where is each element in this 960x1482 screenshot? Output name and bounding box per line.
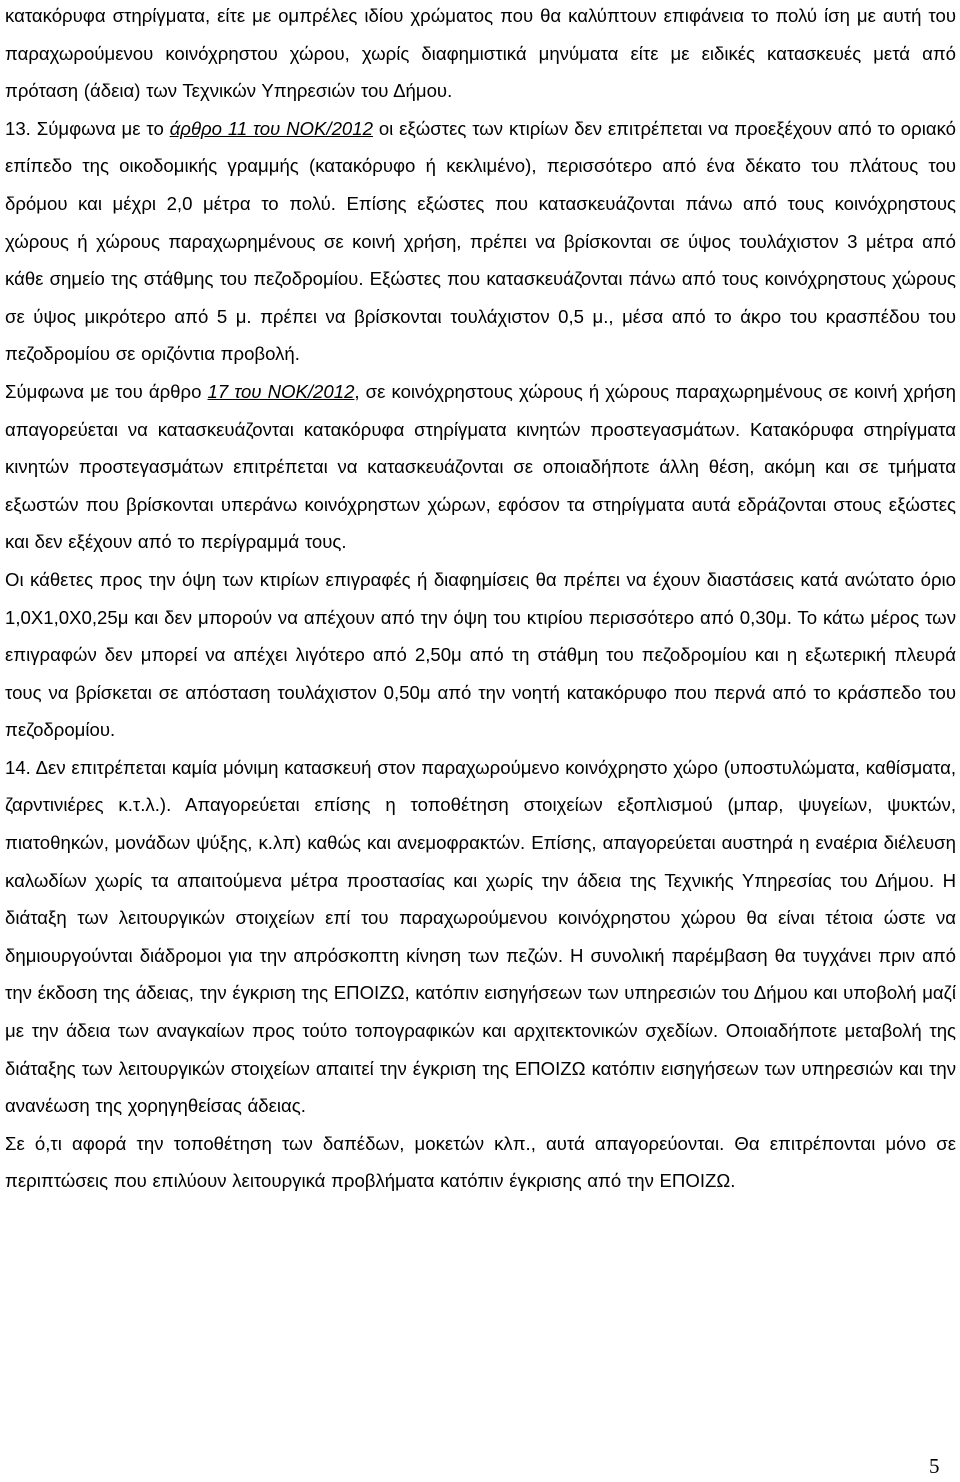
paragraph-text: κατακόρυφα στηρίγματα, είτε με ομπρέλες ιδίου χρώματος που θα καλύπτουν επιφάνεια το πολύ ίση με αυτή του παραχωρούμενου κοινόχρηστου χώρου, χωρίς διαφημιστικά μηνύματα είτε με ειδικές κατασκευές μετά από πρόταση (άδεια) των Τεχνικών Υπηρεσιών του Δήμου. <box>5 5 956 102</box>
document-body <box>5 0 956 1200</box>
paragraph-text: Σε ό,τι αφορά την τοποθέτηση των δαπέδων, μοκετών κλπ., αυτά απαγορεύονται. Θα επιτρέπονται μόνο σε περιπτώσεις που επιλύουν λειτουργικά προβλήματα κατόπιν έγκρισης από την ΕΠΟΙΖΩ. <box>5 1132 956 1192</box>
paragraph-text: 13. Σύμφωνα με το <box>5 117 170 139</box>
paragraph-text: Οι κάθετες προς την όψη των κτιρίων επιγραφές ή διαφημίσεις θα πρέπει να έχουν διαστάσεις κατά ανώτατο όριο 1,0Χ1,0Χ0,25μ και δεν μπορούν να απέχουν από την όψη του κτιρίου περισσότερο από 0,30μ. Το κάτω μέρος των επιγραφών δεν μπορεί να απέχει λιγότερο από 2,50μ από τη στάθμη του πεζοδρομίου και η εξωτερική πλευρά τους να βρίσκεται σε απόσταση τουλάχιστον 0,50μ από την νοητή κατακόρυφο που περνά από το κράσπεδο του πεζοδρομίου. <box>5 568 956 741</box>
law-reference-article-11: άρθρο 11 του ΝΟΚ/2012 <box>169 117 373 139</box>
paragraph-floorings <box>5 1125 956 1200</box>
paragraph-item-14 <box>5 749 956 1125</box>
page-number: 5 <box>929 1454 940 1478</box>
paragraph-text: Σύμφωνα με του άρθρο <box>5 380 208 402</box>
paragraph-article-17 <box>5 373 956 561</box>
law-reference-article-17: 17 του ΝΟΚ/2012 <box>207 380 355 402</box>
paragraph-continuation <box>5 0 956 110</box>
paragraph-signage <box>5 561 956 749</box>
paragraph-text: 14. Δεν επιτρέπεται καμία μόνιμη κατασκευή στον παραχωρούμενο κοινόχρηστο χώρο (υποστυλώματα, καθίσματα, ζαρντινιέρες κ.τ.λ.). Απαγορεύεται επίσης η τοποθέτηση στοιχείων εξοπλισμού (μπαρ, ψυγείων, ψυκτών, πιατοθηκών, μονάδων ψύξης, κ.λπ) καθώς και ανεμοφρακτών. Επίσης, απαγορεύεται αυστηρά η εναέρια διέλευση καλωδίων χωρίς τα απαιτούμενα μέτρα προστασίας και χωρίς την άδεια της Τεχνικής Υπηρεσίας του Δήμου. Η διάταξη των λειτουργικών στοιχείων επί του παραχωρούμενου κοινόχρηστου χώρου θα είναι τέτοια ώστε να δημιουργούνται διάδρομοι για την απρόσκοπτη κίνηση των πεζών. Η συνολική παρέμβαση θα τυγχάνει πριν από την έκδοση της άδειας, την έγκριση της ΕΠΟΙΖΩ, κατόπιν εισηγήσεων των υπηρεσιών του Δήμου και υποβολή μαζί με την άδεια των αναγκαίων προς τούτο τοπογραφικών και αρχιτεκτονικών σχεδίων. Οποιαδήποτε μεταβολή της διάταξης των λειτουργικών στοιχείων απαιτεί την έγκριση της ΕΠΟΙΖΩ κατόπιν εισηγήσεων των υπηρεσιών και την ανανέωση της χορηγηθείσας άδειας. <box>5 756 956 1117</box>
paragraph-text: οι εξώστες των κτιρίων δεν επιτρέπεται να προεξέχουν από το οριακό επίπεδο της οικοδομικής γραμμής (κατακόρυφο ή κεκλιμένο), περισσότερο από ένα δέκατο του πλάτους του δρόμου και μέχρι 2,0 μέτρα το πολύ. Επίσης εξώστες που κατασκευάζονται πάνω από τους κοινόχρηστους χώρους ή χώρους παραχωρημένους σε κοινή χρήση, πρέπει να βρίσκονται σε ύψος τουλάχιστον 3 μέτρα από κάθε σημείο της στάθμης του πεζοδρομίου. Εξώστες που κατασκευάζονται πάνω από τους κοινόχρηστους χώρους σε ύψος μικρότερο από 5 μ. πρέπει να βρίσκονται τουλάχιστον 0,5 μ., μέσα από το άκρο του κρασπέδου του πεζοδρομίου σε οριζόντια προβολή. <box>5 117 957 365</box>
paragraph-text: , σε κοινόχρηστους χώρους ή χώρους παραχωρημένους σε κοινή χρήση απαγορεύεται να κατασκευάζονται κατακόρυφα στηρίγματα κινητών προστεγασμάτων. Κατακόρυφα στηρίγματα κινητών προστεγασμάτων επιτρέπεται να κατασκευάζονται σε οποιαδήποτε άλλη θέση, ακόμη και σε τμήματα εξωστών που βρίσκονται υπεράνω κοινόχρηστων χώρων, εφόσον τα στηρίγματα αυτά εδράζονται στους εξώστες και δεν εξέχουν από το περίγραμμά τους. <box>5 380 956 553</box>
paragraph-item-13 <box>5 110 956 373</box>
